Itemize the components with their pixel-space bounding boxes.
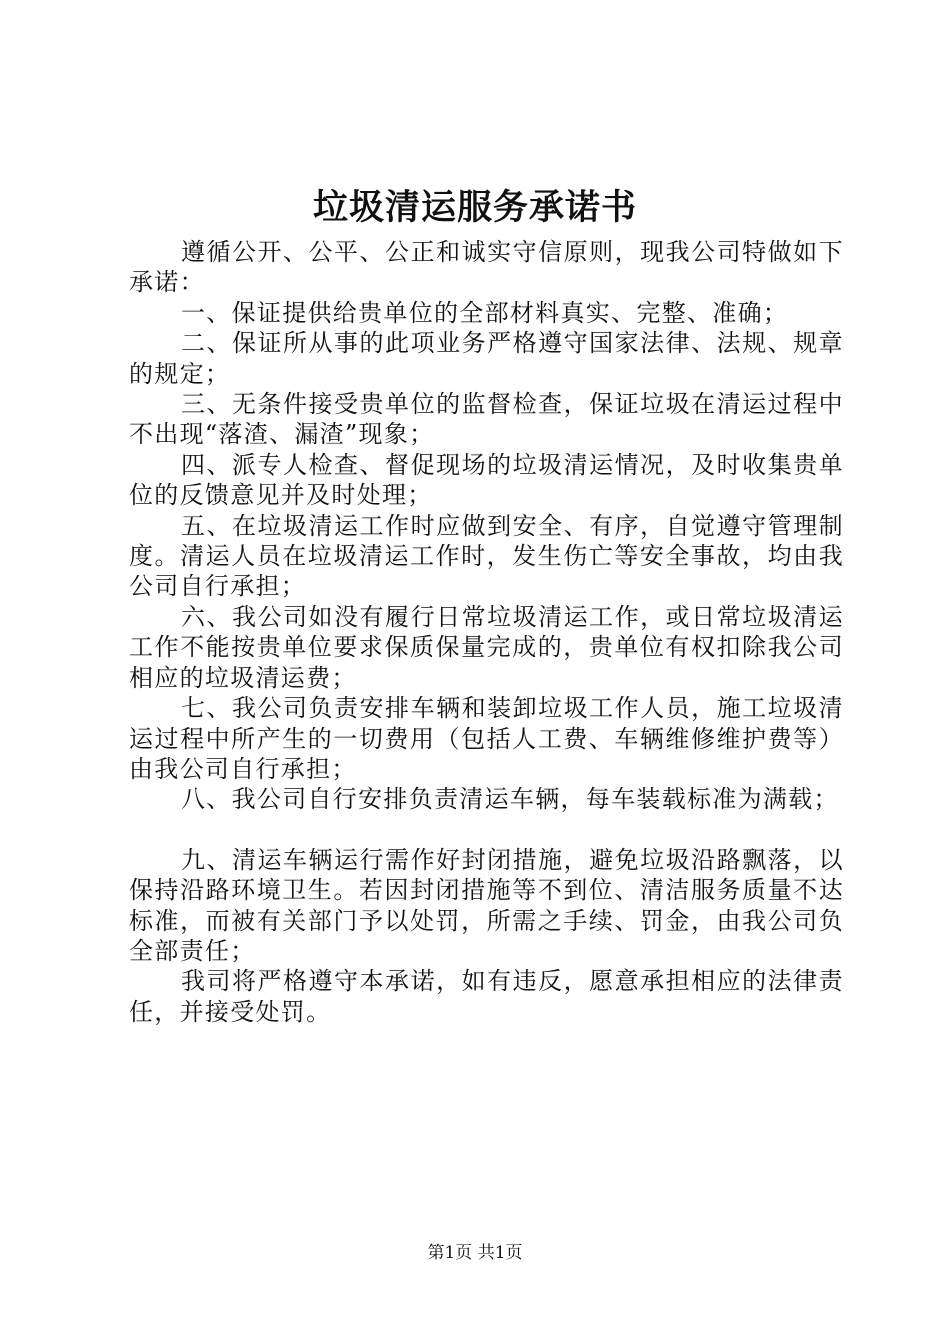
paragraph-item-6: 六、我公司如没有履行日常垃圾清运工作，或日常垃圾清运工作不能按贵单位要求保质保量完成的，贵单位有权扣除我公司相应的垃圾清运费； [129,602,844,692]
paragraph-item-5: 五、在垃圾清运工作时应做到安全、有序，自觉遵守管理制度。清运人员在垃圾清运工作时，发生伤亡等安全事故，均由我公司自行承担； [129,511,844,601]
page-number-footer: 第1页 共1页 [427,1243,523,1263]
document-body [129,237,844,1027]
paragraph-item-3: 三、无条件接受贵单位的监督检查，保证垃圾在清运过程中不出现“落渣、漏渣”现象； [129,390,844,449]
paragraph-item-9: 九、清运车辆运行需作好封闭措施，避免垃圾沿路飘落，以保持沿路环境卫生。若因封闭措施等不到位、清洁服务质量不达标准，而被有关部门予以处罚，所需之手续、罚金，由我公司负全部责任； [129,845,844,965]
document-title: 垃圾清运服务承诺书 [312,187,637,228]
paragraph-item-4: 四、派专人检查、督促现场的垃圾清运情况，及时收集贵单位的反馈意见并及时处理； [129,450,844,510]
paragraph-item-1: 一、保证提供给贵单位的全部材料真实、完整、准确； [181,298,789,327]
paragraph-item-2: 二、保证所从事的此项业务严格遵守国家法律、法规、规章的规定； [129,329,844,388]
paragraph-closing: 我司将严格遵守本承诺，如有违反，愿意承担相应的法律责任，并接受处罚。 [129,967,844,1026]
paragraph-intro: 遵循公开、公平、公正和诚实守信原则，现我公司特做如下承诺： [129,238,844,297]
paragraph-item-8: 八、我公司自行安排负责清运车辆，每车装载标准为满载； [181,785,839,814]
paragraph-item-7: 七、我公司负责安排车辆和装卸垃圾工作人员，施工垃圾清运过程中所产生的一切费用（包括人工费、车辆维修维护费等）由我公司自行承担； [129,694,844,783]
